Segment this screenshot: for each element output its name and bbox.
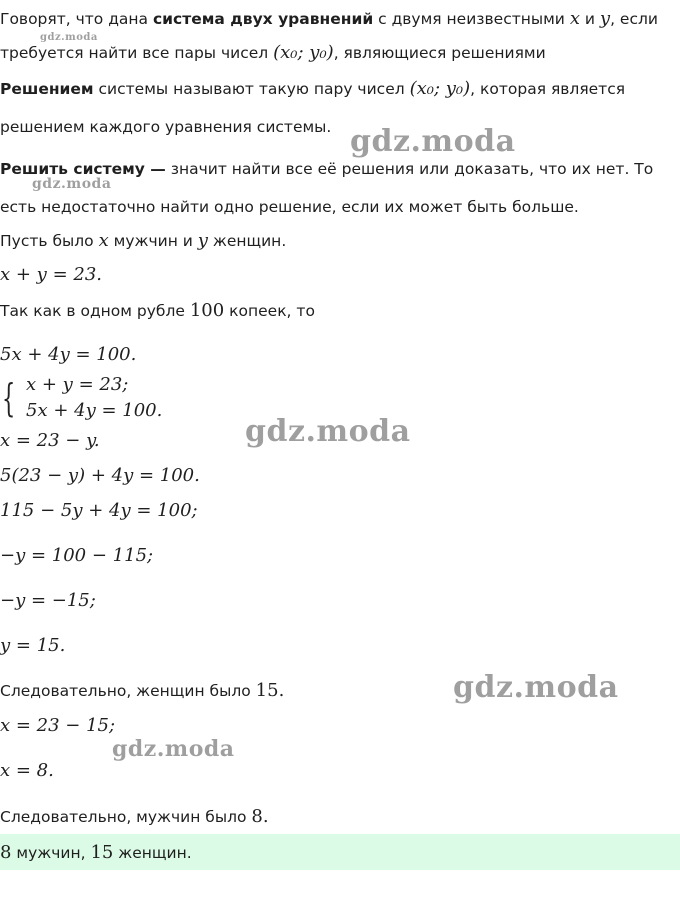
var-y: y: [197, 230, 208, 251]
answer-number-men: 8: [0, 842, 12, 863]
text: Пусть было: [0, 232, 99, 250]
text: и: [579, 10, 600, 28]
var-x: x: [98, 230, 109, 251]
answer-box: [0, 834, 680, 870]
equation-1: x + y = 23.: [0, 264, 102, 285]
term-solve-system: Решить систему —: [0, 160, 166, 178]
solution-line-1: [0, 230, 286, 252]
text: , если: [610, 10, 658, 28]
text: женщин.: [113, 844, 192, 862]
watermark: gdz.moda: [32, 176, 112, 192]
equation-8: y = 15.: [0, 635, 66, 656]
system-equation-1: x + y = 23;: [26, 374, 129, 395]
equation-2: 5x + 4y = 100.: [0, 344, 137, 365]
intro-line-6: есть недостаточно найти одно решение, если их может быть больше.: [0, 198, 579, 216]
equation-7: −y = −15;: [0, 590, 96, 611]
text: Так как в одном рубле: [0, 302, 190, 320]
number: 8.: [251, 806, 269, 827]
text: , которая является: [470, 80, 626, 98]
text: значит найти все её решения или доказать, что их нет. То: [165, 160, 654, 178]
watermark: gdz.moda: [350, 124, 516, 159]
equation-5: 115 − 5y + 4y = 100;: [0, 500, 198, 521]
equation-10: x = 8.: [0, 760, 54, 781]
equation-6: −y = 100 − 115;: [0, 545, 154, 566]
text: Следовательно, женщин было: [0, 682, 256, 700]
answer-number-women: 15: [90, 842, 114, 863]
text: копеек, то: [224, 302, 315, 320]
watermark: gdz.moda: [453, 670, 619, 705]
text: с двумя неизвестными: [373, 10, 570, 28]
answer-text: [0, 842, 192, 864]
solution-line-3: [0, 680, 284, 702]
intro-line-4: решением каждого уравнения системы.: [0, 118, 332, 136]
intro-line-2: [0, 42, 546, 64]
term-system: система двух уравнений: [152, 10, 374, 28]
number: 15.: [255, 680, 285, 701]
system-equation-2: 5x + 4y = 100.: [26, 400, 163, 421]
watermark: gdz.moda: [245, 414, 411, 449]
pair-x0-y0: (x₀; y₀): [409, 78, 471, 99]
solution-line-4: [0, 806, 269, 828]
system-brace: {: [2, 376, 16, 420]
text: мужчин и: [108, 232, 198, 250]
text: Следовательно, мужчин было: [0, 808, 252, 826]
intro-line-3: [0, 78, 625, 100]
var-x: x: [569, 8, 580, 29]
equation-3: x = 23 − y.: [0, 430, 100, 451]
watermark: gdz.moda: [112, 736, 235, 762]
text: женщин.: [207, 232, 287, 250]
equation-4: 5(23 − y) + 4y = 100.: [0, 465, 200, 486]
number: 100: [189, 300, 225, 321]
intro-line-1: [0, 8, 658, 30]
text: системы называют такую пару чисел: [93, 80, 410, 98]
equation-9: x = 23 − 15;: [0, 715, 116, 736]
text: требуется найти все пары чисел: [0, 44, 274, 62]
solution-line-2: [0, 300, 315, 322]
text: мужчин,: [11, 844, 91, 862]
var-y: y: [599, 8, 611, 29]
watermark: gdz.moda: [40, 32, 98, 43]
term-solution: Решением: [0, 80, 94, 98]
text: , являющиеся решениями: [333, 44, 546, 62]
text: Говорят, что дана: [0, 10, 153, 28]
pair-x0-y0: (x₀; y₀): [273, 42, 334, 63]
